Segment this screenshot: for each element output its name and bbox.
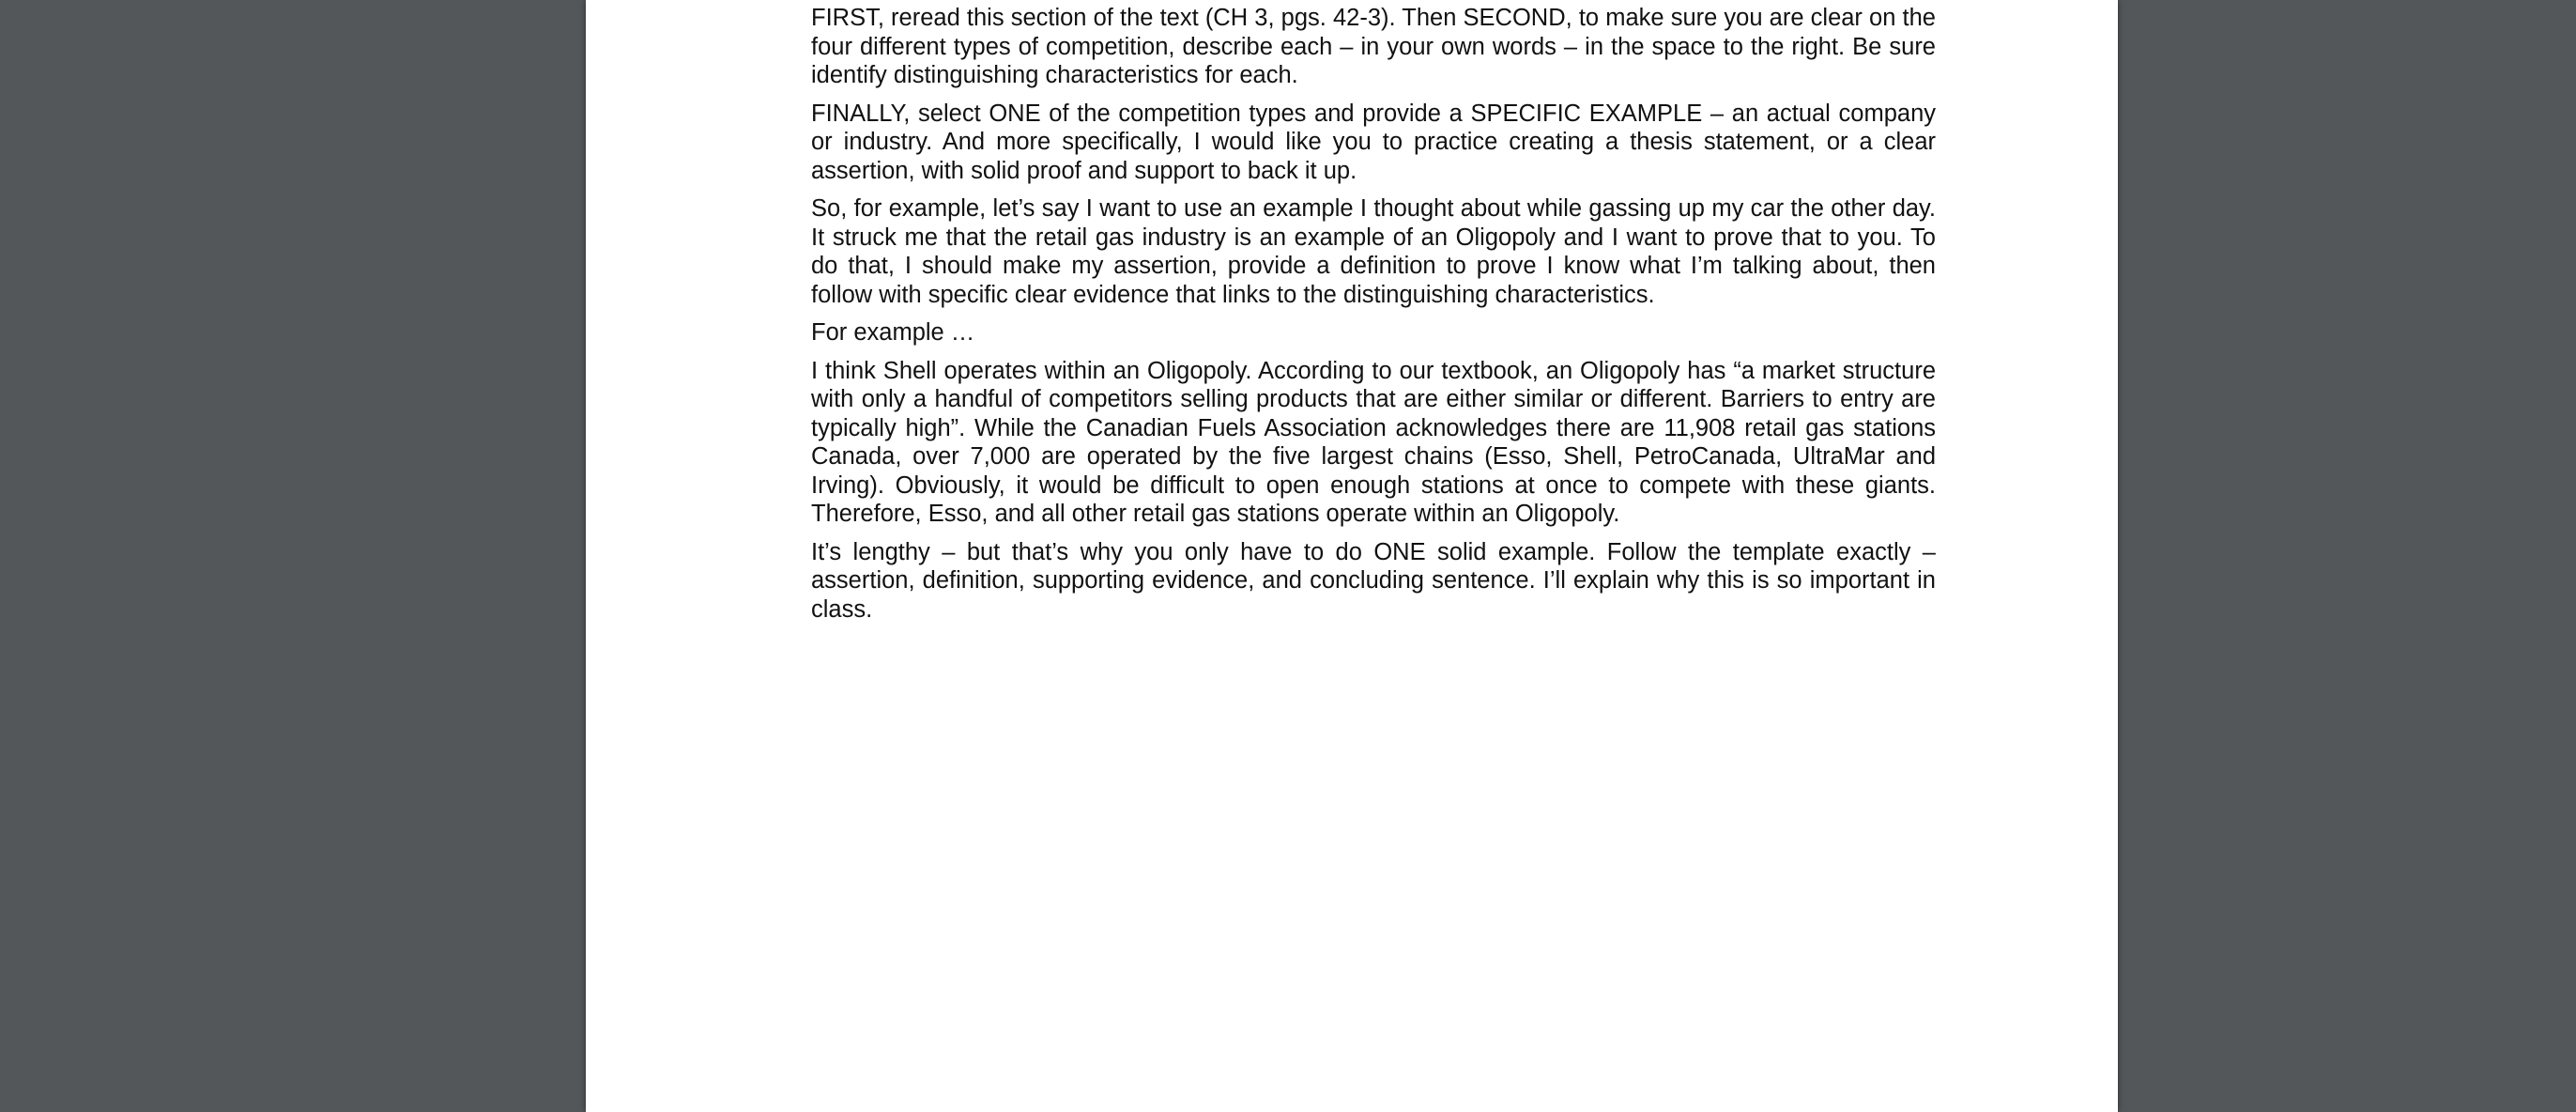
paragraph-instructions-first: FIRST, reread this section of the text (CH 3, pgs. 42-3). Then SECOND, to make sure you are clear on the four different types of competition, describe each – in your own words – in the space to the right. Be sure identify distinguishing characteristics for each.: [811, 5, 1936, 88]
document-page: [586, 0, 2118, 1112]
paragraph-for-example: For example …: [811, 319, 975, 346]
paragraph-oligopoly-example: I think Shell operates within an Oligopoly. According to our textbook, an Oligopoly has “a market structure with only a handful of competitors selling products that are either similar or different. Barriers to entry are typically high”. While the Canadian Fuels Association acknowledges there are 11,908 retail gas stations Canada, over 7,000 are operated by the five largest chains (Esso, Shell, PetroCanada, UltraMar and Irving). Obviously, it would be difficult to open enough stations at once to compete with these giants. Therefore, Esso, and all other retail gas stations operate within an Oligopoly.: [811, 357, 1936, 527]
paragraph-example-setup: So, for example, let’s say I want to use an example I thought about while gassing up my car the other day. It struck me that the retail gas industry is an example of an Oligopoly and I want to prove that to you. To do that, I should make my assertion, provide a definition to prove I know what I’m talking about, then follow with specific clear evidence that links to the distinguishing characteristics.: [811, 195, 1936, 308]
paragraph-closing-note: It’s lengthy – but that’s why you only have to do ONE solid example. Follow the template exactly – assertion, definition, supporting evidence, and concluding sentence. I’ll explain why this is so important in class.: [811, 538, 1936, 623]
paragraph-instructions-finally: FINALLY, select ONE of the competition types and provide a SPECIFIC EXAMPLE – an actual company or industry. And more specifically, I would like you to practice creating a thesis statement, or a clear assertion, with solid proof and support to back it up.: [811, 100, 1936, 184]
page-content: [811, 4, 1936, 633]
